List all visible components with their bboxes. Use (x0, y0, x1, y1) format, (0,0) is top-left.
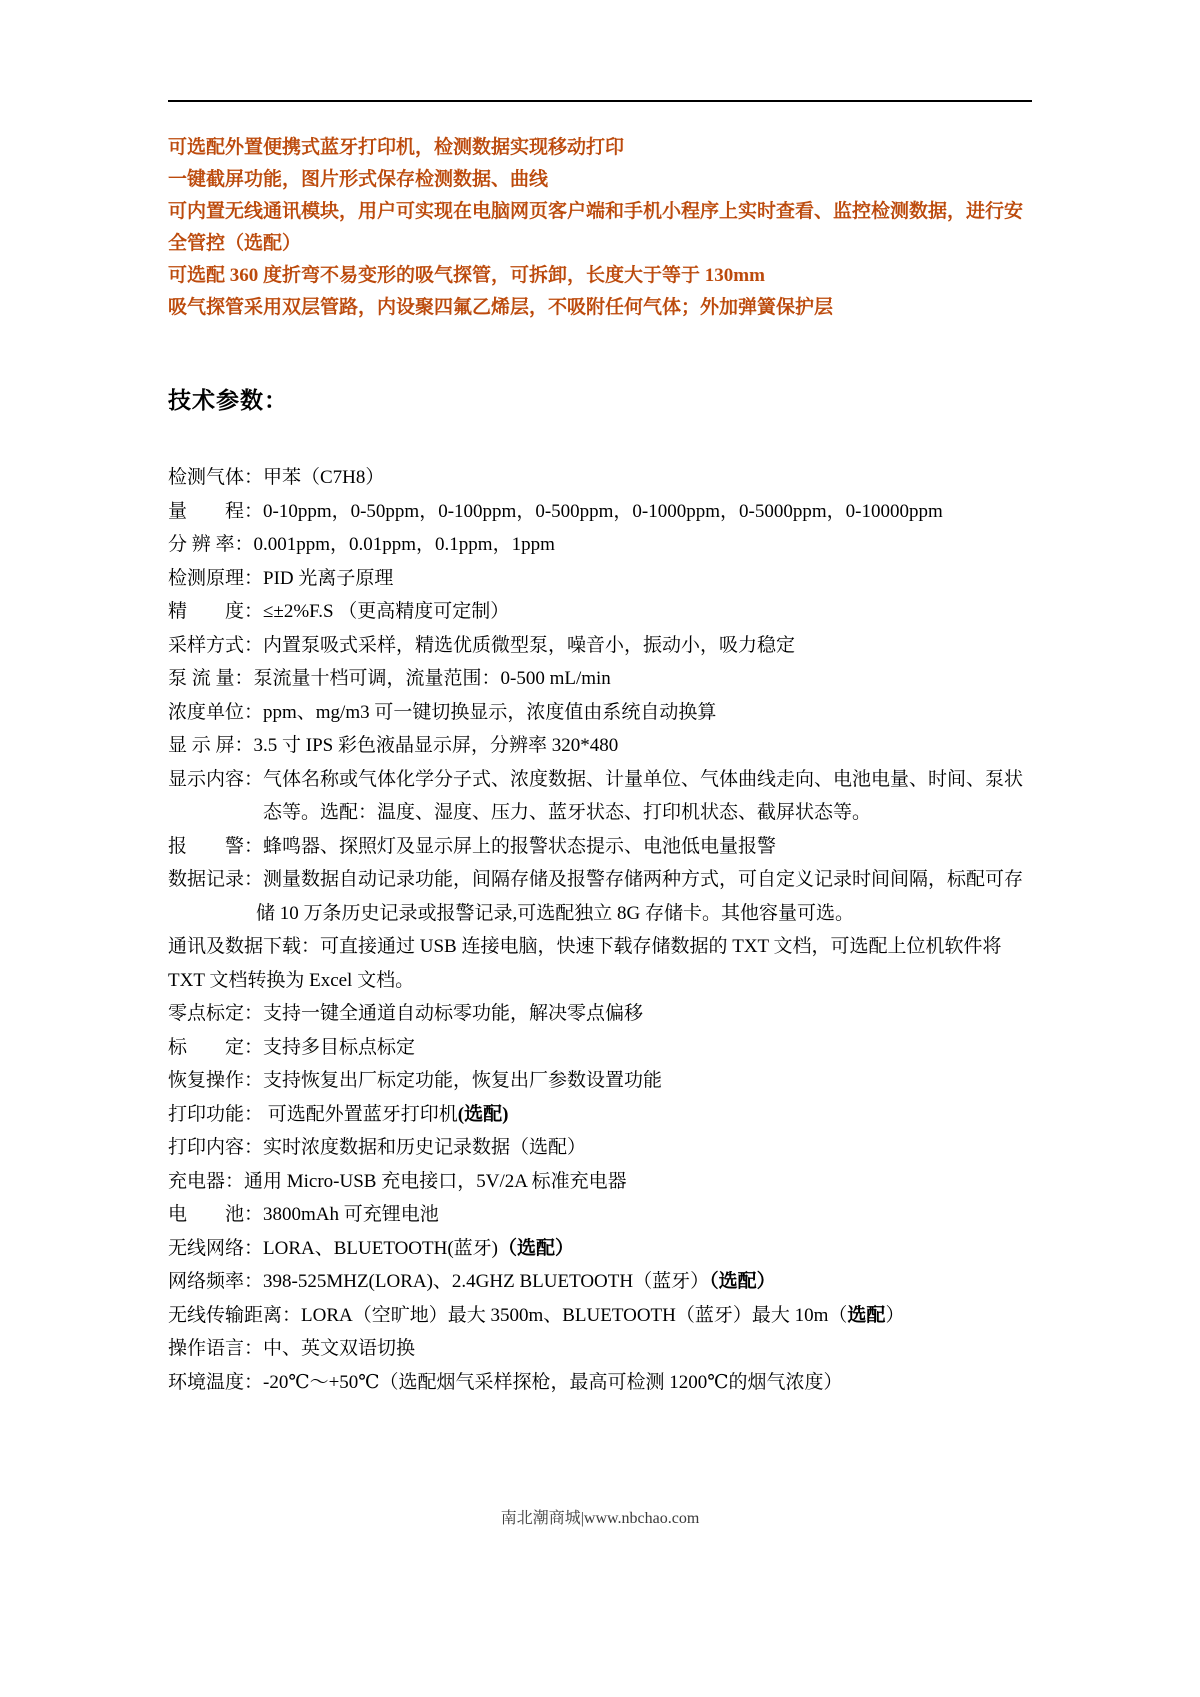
intro-paragraph: 一键截屏功能，图片形式保存检测数据、曲线 (168, 169, 549, 190)
spec-line (168, 830, 1032, 864)
spec-line (168, 629, 1032, 663)
spec-segment: 网络频率：398-525MHZ(LORA)、2.4GHZ BLUETOOTH（蓝牙） (168, 1271, 710, 1292)
spec-segment-bold: (选配) (457, 1103, 509, 1125)
spec-line (168, 863, 1032, 930)
spec-line (168, 1232, 1032, 1266)
spec-line (168, 729, 1032, 763)
spec-segment: 显 示 屏：3.5 寸 IPS 彩色液晶显示屏，分辨率 320*480 (168, 735, 619, 756)
spec-segment: 标 定：支持多目标点标定 (168, 1036, 416, 1058)
spec-segment: 恢复操作：支持恢复出厂标定功能，恢复出厂参数设置功能 (168, 1070, 663, 1091)
spec-line (168, 595, 1032, 629)
spec-line (168, 495, 1032, 529)
spec-segment-bold: 选配 (847, 1304, 886, 1326)
intro-paragraph: 可选配外置便携式蓝牙打印机，检测数据实现移动打印 (168, 137, 625, 158)
spec-list (168, 461, 1032, 1399)
spec-line (168, 662, 1032, 696)
spec-segment: 无线网络：LORA、BLUETOOTH(蓝牙) (168, 1237, 499, 1259)
spec-line (168, 930, 1032, 997)
spec-line (168, 696, 1032, 730)
spec-segment: 通讯及数据下载：可直接通过 USB 连接电脑，快速下载存储数据的 TXT 文档，可选配上位机软件将 TXT 文档转换为 Excel 文档。 (168, 936, 1002, 991)
spec-line (168, 763, 1032, 830)
spec-segment-bold: （选配） (498, 1237, 575, 1259)
spec-line (168, 1332, 1032, 1366)
spec-segment: 操作语言：中、英文双语切换 (168, 1338, 416, 1359)
spec-segment: 报 警：蜂鸣器、探照灯及显示屏上的报警状态提示、电池低电量报警 (168, 835, 777, 857)
spec-line (168, 562, 1032, 596)
intro-paragraph: 可内置无线通讯模块，用户可实现在电脑网页客户端和手机小程序上实时查看、监控检测数据，进行安全管控（选配） (168, 201, 1024, 254)
spec-line (168, 1098, 1032, 1132)
intro-paragraph: 吸气探管采用双层管路，内设聚四氟乙烯层，不吸附任何气体；外加弹簧保护层 (168, 297, 834, 318)
spec-segment: 泵 流 量：泵流量十档可调，流量范围：0-500 mL/min (168, 668, 611, 689)
spec-segment: 打印功能： 可选配外置蓝牙打印机 (168, 1103, 458, 1125)
spec-line (168, 1031, 1032, 1065)
spec-segment: 检测原理：PID 光离子原理 (168, 567, 394, 589)
spec-segment: 精 度：≤±2%F.S （更高精度可定制） (168, 601, 510, 622)
spec-segment: 分 辨 率：0.001ppm，0.01ppm，0.1ppm，1ppm (168, 534, 555, 555)
spec-segment: 打印内容：实时浓度数据和历史记录数据（选配） (168, 1137, 587, 1158)
spec-segment: 量 程：0-10ppm，0-50ppm，0-100ppm，0-500ppm，0-1000ppm，0-5000ppm，0-10000ppm (168, 500, 943, 522)
page-footer (0, 1505, 1200, 1528)
spec-segment: 环境温度：-20℃～+50℃（选配烟气采样探枪，最高可检测 1200℃的烟气浓度） (168, 1371, 843, 1393)
spec-line (168, 1299, 1032, 1333)
spec-line (168, 1198, 1032, 1232)
spec-line (168, 1064, 1032, 1098)
footer-text: 南北潮商城|www.nbchao.com (500, 1510, 700, 1527)
intro-paragraph: 可选配 360 度折弯不易变形的吸气探管，可拆卸，长度大于等于 130mm (168, 265, 765, 286)
spec-segment-bold: （选配） (709, 1271, 776, 1292)
spec-segment: 采样方式：内置泵吸式采样，精选优质微型泵，噪音小，振动小，吸力稳定 (168, 634, 796, 656)
spec-segment: 数据记录：测量数据自动记录功能，间隔存储及报警存储两种方式，可自定义记录时间间隔，标配可存储 10 万条历史记录或报警记录,可选配独立 8G 存储卡。其他容量可选。 (168, 869, 1024, 924)
spec-segment: 浓度单位：ppm、mg/m3 可一键切换显示，浓度值由系统自动换算 (168, 701, 717, 723)
spec-line (168, 1265, 1032, 1299)
section-title: 技术参数： (168, 388, 288, 413)
intro-block (168, 132, 1032, 324)
spec-line (168, 528, 1032, 562)
spec-line (168, 1131, 1032, 1165)
spec-segment: 显示内容：气体名称或气体化学分子式、浓度数据、计量单位、气体曲线走向、电池电量、时间、泵状态等。选配：温度、湿度、压力、蓝牙状态、打印机状态、截屏状态等。 (168, 768, 1024, 823)
spec-segment: 充电器：通用 Micro-USB 充电接口，5V/2A 标准充电器 (168, 1170, 627, 1192)
spec-line (168, 1165, 1032, 1199)
spec-line (168, 1366, 1032, 1400)
top-rule (168, 100, 1032, 102)
spec-segment: 电 池：3800mAh 可充锂电池 (168, 1204, 439, 1225)
spec-line (168, 461, 1032, 495)
spec-segment: 无线传输距离：LORA（空旷地）最大 3500m、BLUETOOTH（蓝牙）最大 10m（ (168, 1304, 848, 1326)
spec-segment: ） (885, 1304, 905, 1326)
spec-line (168, 997, 1032, 1031)
spec-segment: 零点标定：支持一键全通道自动标零功能，解决零点偏移 (168, 1003, 644, 1024)
spec-segment: 检测气体：甲苯（C7H8） (168, 467, 385, 488)
